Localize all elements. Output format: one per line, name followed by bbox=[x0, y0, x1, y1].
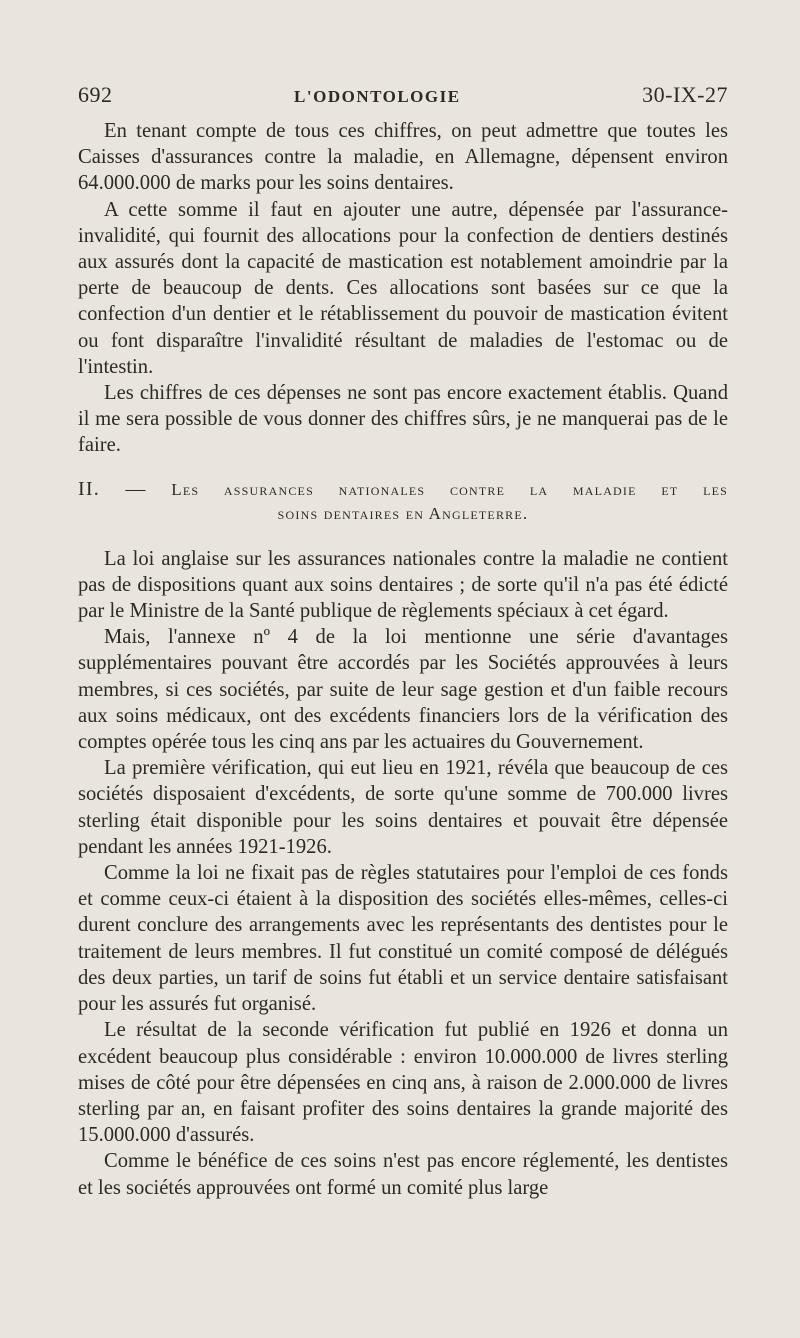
paragraph: Comme la loi ne fixait pas de règles statutaires pour l'emploi de ces fonds et comme ceux-ci étaient à la disposition des sociétés elles-mêmes, celles-ci durent conclure des arrangements avec les représentants des dentistes pour le traitement de leurs membres. Il fut constitué un comité composé de délégués des deux parties, un tarif de soins fut établi et un service dentaire satisfaisant pour les assurés fut organisé. bbox=[78, 862, 728, 1016]
paragraph: Les chiffres de ces dépenses ne sont pas encore exactement établis. Quand il me sera possible de vous donner des chiffres sûrs, je ne manquerai pas de le faire. bbox=[78, 382, 728, 457]
paragraph: A cette somme il faut en ajouter une autre, dépensée par l'assurance-invalidité, qui fournit des allocations pour la confection de dentiers destinés aux assurés dont la capacité de mastication est notablement amoindrie par la perte de beaucoup de dents. Ces allocations sont basées sur ce que la confection d'un dentier et le rétablissement du pouvoir de mastication évitent ou font disparaître l'invalidité résultant de maladies de l'estomac ou de l'intestin. bbox=[78, 198, 728, 378]
issue-date: 30-IX-27 bbox=[642, 82, 728, 107]
paragraph: En tenant compte de tous ces chiffres, on peut admettre que toutes les Caisses d'assurances contre la maladie, en Allemagne, dépensent environ 64.000.000 de marks pour les soins dentaires. bbox=[78, 120, 728, 195]
section-heading-line-1 bbox=[78, 477, 728, 502]
paragraph: La loi anglaise sur les assurances nationales contre la maladie ne contient pas de dispositions quant aux soins dentaires ; de sorte qu'il n'a pas été édicté par le Ministre de la Santé publique de règlements spéciaux à cet égard. bbox=[78, 547, 728, 623]
section-title-line-2: soins dentaires en Angleterre. bbox=[277, 503, 529, 523]
page-number: 692 bbox=[78, 82, 113, 107]
paragraph: La première vérification, qui eut lieu en 1921, révéla que beaucoup de ces sociétés disposaient d'excédents, de sorte qu'une somme de 700.000 livres sterling était disponible pour les soins dentaires et pouvait être dépensée pendant les années 1921-1926. bbox=[78, 757, 728, 858]
body-text bbox=[78, 118, 728, 1201]
section-heading bbox=[78, 477, 728, 526]
paragraph: Comme le bénéfice de ces soins n'est pas encore réglementé, les dentistes et les sociétés approuvées ont formé un comité plus large bbox=[78, 1150, 728, 1199]
section-number: II. — bbox=[78, 477, 147, 500]
running-header bbox=[78, 82, 728, 108]
journal-title: L'ODONTOLOGIE bbox=[294, 87, 461, 106]
paragraph: Mais, l'annexe nº 4 de la loi mentionne une série d'avantages supplémentaires pouvant être accordés par les Sociétés approuvées à leurs membres, si ces sociétés, par suite de leur sage gestion et d'un faible recours aux soins médicaux, ont des excédents financiers lors de la vérification des comptes opérée tous les cinq ans par les actuaires du Gouvernement. bbox=[78, 626, 728, 754]
paragraph: Le résultat de la seconde vérification fut publié en 1926 et donna un excédent beaucoup plus considérable : environ 10.000.000 de livres sterling mises de côté pour être dépensées en cinq ans, à raison de 2.000.000 de livres sterling par an, en faisant profiter des soins dentaires la grande majorité des 15.000.000 d'assurés. bbox=[78, 1019, 728, 1147]
section-title-line-1: Les assurances nationales contre la maladie et les bbox=[171, 479, 729, 499]
